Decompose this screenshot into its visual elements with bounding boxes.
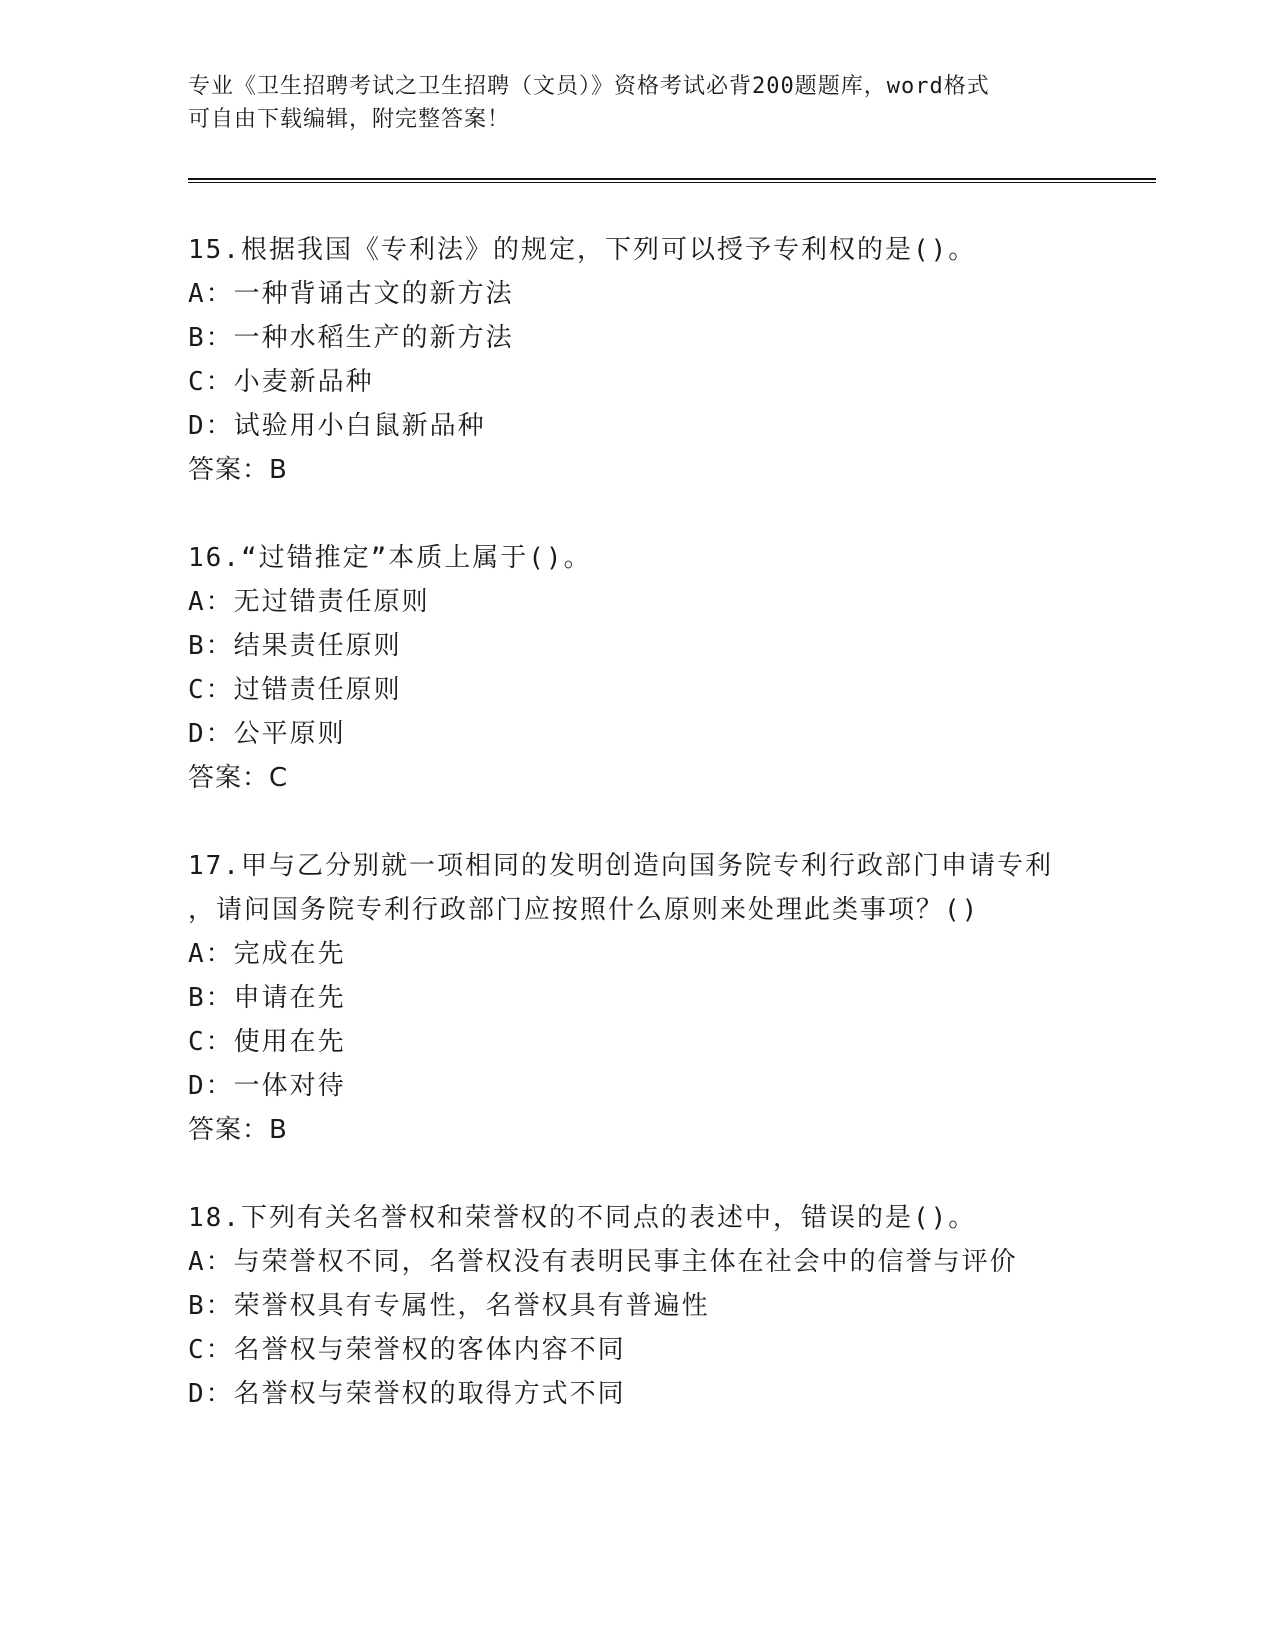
question-16-option-a: A：无过错责任原则 [188,587,430,617]
header-divider-thick [188,178,1156,180]
question-17-option-c: C：使用在先 [188,1027,346,1057]
question-16-option-c: C：过错责任原则 [188,675,402,705]
question-18-option-b: B：荣誉权具有专属性，名誉权具有普遍性 [188,1291,710,1321]
header-divider-thin [188,182,1156,183]
question-17-option-d: D：一体对待 [188,1071,346,1101]
question-17-stem-line-2: ，请问国务院专利行政部门应按照什么原则来处理此类事项？() [188,895,980,925]
document-header [188,70,1088,136]
question-16-option-b: B：结果责任原则 [188,631,402,661]
question-18-option-a: A：与荣誉权不同，名誉权没有表明民事主体在社会中的信誉与评价 [188,1247,1018,1277]
question-15-option-a: A：一种背诵古文的新方法 [188,279,514,309]
question-17-answer: 答案：B [188,1115,288,1145]
question-17-stem-line-1: 17.甲与乙分别就一项相同的发明创造向国务院专利行政部门申请专利 [188,851,1053,881]
question-15-option-d: D：试验用小白鼠新品种 [188,411,486,441]
question-15-stem: 15.根据我国《专利法》的规定，下列可以授予专利权的是()。 [188,235,977,265]
question-15-answer: 答案：B [188,455,288,485]
question-16-answer: 答案：C [188,763,289,793]
question-15-option-c: C：小麦新品种 [188,367,374,397]
question-18-stem: 18.下列有关名誉权和荣誉权的不同点的表述中，错误的是()。 [188,1203,977,1233]
header-line-2: 可自由下载编辑，附完整答案！ [188,107,511,132]
header-line-1: 专业《卫生招聘考试之卫生招聘（文员）》资格考试必背200题题库，word格式 [188,74,990,99]
question-15-option-b: B：一种水稻生产的新方法 [188,323,514,353]
question-16-stem: 16.“过错推定”本质上属于()。 [188,543,592,573]
question-17-option-b: B：申请在先 [188,983,346,1013]
question-17-option-a: A：完成在先 [188,939,346,969]
question-18-option-d: D：名誉权与荣誉权的取得方式不同 [188,1379,626,1409]
question-18-option-c: C：名誉权与荣誉权的客体内容不同 [188,1335,626,1365]
question-16-option-d: D：公平原则 [188,719,346,749]
